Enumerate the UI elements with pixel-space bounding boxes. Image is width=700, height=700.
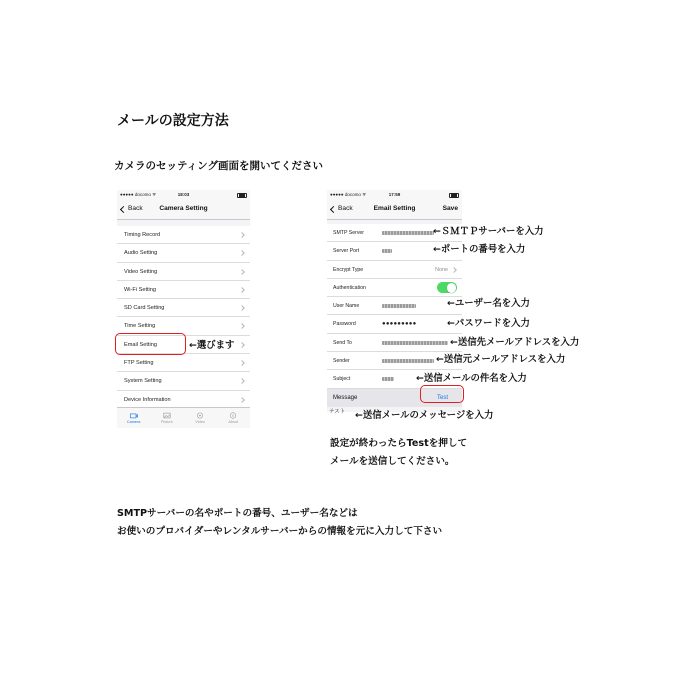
info-icon [229,412,237,419]
chevron-right-icon [239,305,245,311]
back-label: Back [128,205,143,212]
page-title: メールの設定方法 [117,113,229,129]
settings-item-video[interactable] [117,263,250,281]
tab-bar [117,407,250,428]
tab-camera[interactable] [117,408,150,428]
email-setting-highlight [115,333,186,355]
settings-item-system[interactable] [117,372,250,390]
tab-video[interactable] [184,408,217,428]
password-annotation: ←パスワードを入力 [447,318,530,329]
user-name-value-redacted[interactable] [382,304,416,308]
chevron-right-icon [239,232,245,238]
user-name-label: User Name [333,303,360,310]
clock: 17:59 [388,192,401,197]
message-label: Message [333,394,358,401]
nav-title: Camera Setting [159,205,208,212]
send-to-row[interactable] [327,334,462,352]
settings-item-label: Timing Record [124,232,161,238]
subject-label: Subject [333,376,351,383]
smtp-server-label: SMTP Server [333,230,365,236]
chevron-right-icon [451,267,457,273]
subject-annotation: ←送信メールの件名を入力 [416,373,527,384]
port-annotation: ←ポートの番号を入力 [433,244,526,255]
smtp-server-value-redacted[interactable] [382,231,434,235]
send-to-annotation: ←送信先メールアドレスを入力 [450,337,580,348]
settings-item-label: Device Information [124,396,171,403]
password-value[interactable]: ●●●●●●●●● [382,321,417,328]
chevron-right-icon [239,397,245,403]
sender-value-redacted[interactable] [382,359,434,363]
password-row[interactable] [327,315,462,333]
instruction-line: 設定が終わったらTestを押して [330,438,468,449]
settings-item-audio[interactable] [117,244,250,262]
chevron-right-icon [239,360,245,366]
authentication-row [327,279,462,297]
settings-list [117,226,250,409]
intro-text: カメラのセッティング画面を開いてください [114,160,323,172]
chevron-right-icon [239,287,245,293]
settings-item-label: System Setting [124,378,162,385]
chevron-right-icon [239,269,245,275]
settings-item-sd-card[interactable] [117,299,250,317]
carrier-label: ●●●●● docomo ᯤ [120,192,157,197]
user-annotation: ←ユーザー名を入力 [447,298,530,309]
settings-item-label: Time Setting [124,323,156,330]
server-port-value-redacted[interactable] [382,249,392,253]
camera-icon [130,412,138,419]
smtp-annotation: ←ＳＭＴＰサーバーを入力 [433,226,544,237]
settings-item-label: FTP Setting [124,360,154,367]
settings-item-ftp[interactable] [117,354,250,372]
chevron-right-icon [239,379,245,385]
encrypt-type-row[interactable] [327,261,462,279]
authentication-label: Authentication [333,284,366,291]
nav-bar [117,199,250,220]
tab-label: Camera [126,420,141,424]
nav-title: Email Setting [373,205,416,212]
footer-line: SMTPサーバーの名やポートの番号、ユーザー名などは [117,508,358,519]
encrypt-type-label: Encrypt Type [333,266,364,273]
send-to-value-redacted[interactable] [382,341,448,345]
settings-item-label: Video Setting [124,268,158,275]
instruction-line: メールを送信してください。 [330,456,455,467]
tab-about[interactable] [217,408,250,428]
settings-item-label: SD Card Setting [124,305,165,312]
chevron-right-icon [239,342,245,348]
status-bar [327,190,462,199]
test-button-highlight [420,385,464,403]
subject-value-redacted[interactable] [382,377,394,381]
encrypt-type-value: None [435,266,448,273]
clock: 18:03 [177,192,190,197]
test-button[interactable]: Test [436,394,448,401]
settings-item-label: Audio Setting [124,250,158,257]
battery-icon [449,193,459,199]
tab-label: Video [195,420,205,424]
sender-label: Sender [333,358,350,365]
server-port-label: Server Port [333,248,360,255]
settings-item-wifi[interactable] [117,281,250,299]
nav-bar [327,199,462,220]
authentication-toggle[interactable] [437,282,457,293]
sender-annotation: ←送信元メールアドレスを入力 [436,354,566,365]
battery-icon [237,193,247,199]
instruction-text [330,435,467,471]
tab-label: About [228,420,239,424]
footer-line: お使いのプロバイダーやレンタルサーバーからの情報を元に入力して下さい [117,526,443,537]
tab-label: Picture [160,420,173,424]
chevron-right-icon [239,250,245,256]
message-body[interactable]: テスト [329,409,346,415]
user-name-row[interactable] [327,297,462,315]
send-to-label: Send To [333,339,352,346]
video-icon [196,412,204,419]
save-button[interactable]: Save [442,205,458,212]
message-annotation: ←送信メールのメッセージを入力 [355,410,494,421]
settings-item-timing-record[interactable] [117,226,250,244]
toggle-knob [447,283,457,293]
password-label: Password [333,321,356,328]
settings-item-label: Wi-Fi Setting [124,286,157,293]
picture-icon [163,412,171,419]
tab-picture[interactable] [150,408,183,428]
camera-setting-screen [117,190,250,428]
carrier-label: ●●●●● docomo ᯤ [330,192,367,197]
status-bar [117,190,250,199]
settings-item-label: Email Setting [124,341,157,348]
back-label: Back [338,205,353,212]
select-annotation: ←選びます [189,340,235,351]
footer-note [117,505,442,541]
chevron-right-icon [239,324,245,330]
